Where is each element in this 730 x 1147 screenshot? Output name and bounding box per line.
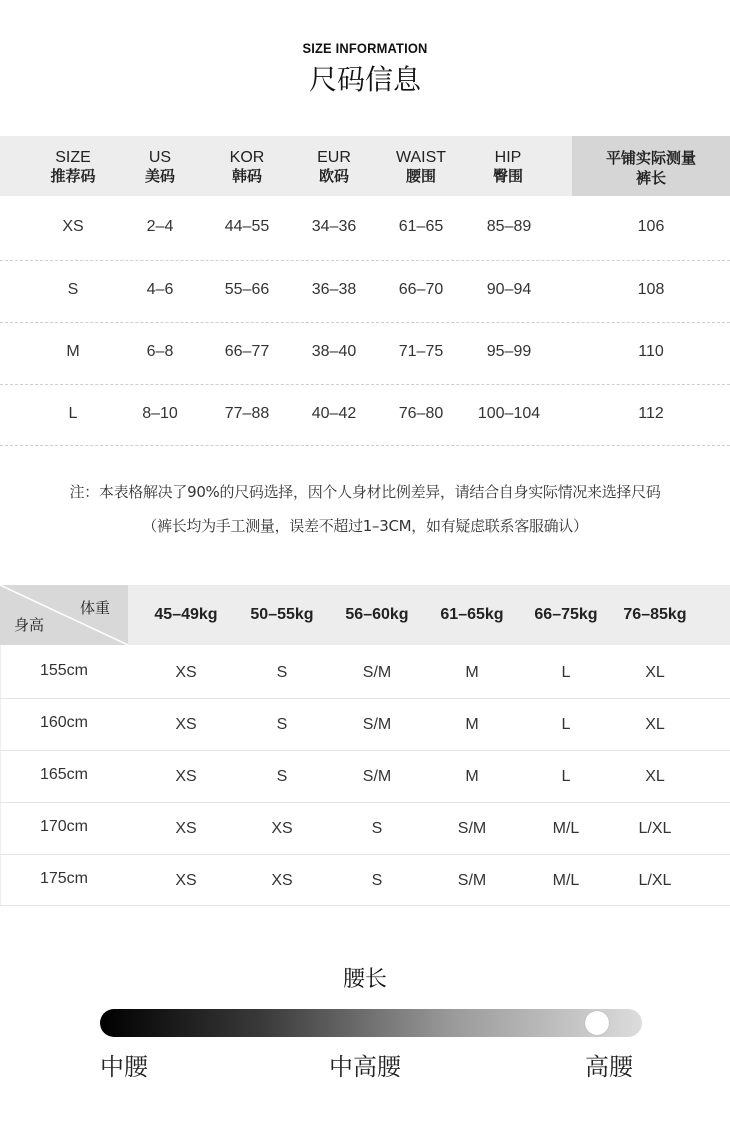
cell-size: S (276, 664, 288, 681)
size-information-title: SIZE INFORMATION (302, 40, 428, 56)
col-kor-en: KOR (229, 149, 265, 166)
cell-size: S/M (457, 872, 487, 889)
col-kor-header (207, 148, 287, 186)
cell-size: L (561, 768, 571, 785)
cell-eur: 38–40 (311, 343, 357, 360)
cell-size: XS (175, 872, 197, 889)
cell-size: XS (175, 664, 197, 681)
col-hip-header (468, 148, 548, 186)
cell-us: 6–8 (146, 343, 174, 360)
cell-waist: 71–75 (398, 343, 444, 360)
cell-waist: 66–70 (398, 281, 444, 298)
cell-size: S/M (362, 768, 392, 785)
col-length-cn: 裤长 (635, 169, 666, 187)
weight-col-5: 66–75kg (534, 606, 598, 623)
weight-col-3: 56–60kg (345, 606, 409, 623)
weight-col-4: 61–65kg (440, 606, 504, 623)
cell-size: XS (175, 768, 197, 785)
col-waist-cn: 腰围 (405, 167, 436, 185)
col-size-en: SIZE (55, 149, 91, 166)
cell-length: 112 (638, 405, 664, 422)
cell-height: 175cm (39, 870, 89, 887)
cell-us: 4–6 (146, 281, 174, 298)
cell-size: L (561, 664, 571, 681)
col-hip-cn: 臀围 (492, 167, 523, 185)
hw-row-170 (0, 802, 730, 854)
size-row-s (0, 261, 730, 323)
col-length-measure: 平铺实际测量 (605, 149, 696, 167)
cell-size: XL (645, 716, 665, 733)
cell-size: XL (645, 768, 665, 785)
cell-kor: 77–88 (224, 405, 270, 422)
col-eur-en: EUR (317, 149, 351, 166)
col-us-cn: 美码 (144, 167, 175, 185)
cell-us: 8–10 (142, 405, 178, 422)
cell-size: S (67, 281, 79, 298)
row-divider (0, 905, 730, 906)
cell-size: M (66, 343, 80, 360)
weight-col-6: 76–85kg (623, 606, 687, 623)
cell-size: XS (271, 820, 293, 837)
cell-length: 110 (638, 343, 664, 360)
waist-level-mid-high: 中高腰 (329, 1053, 401, 1081)
hw-row-165 (0, 750, 730, 802)
cell-size: XS (62, 218, 84, 235)
cell-kor: 66–77 (224, 343, 270, 360)
cell-waist: 61–65 (398, 218, 444, 235)
cell-size: S/M (457, 820, 487, 837)
cell-size: M/L (552, 820, 580, 837)
cell-length: 106 (637, 218, 665, 235)
cell-size: XS (271, 872, 293, 889)
cell-size: XL (645, 664, 665, 681)
cell-size: S (276, 716, 288, 733)
cell-size: L/XL (638, 872, 672, 889)
cell-eur: 36–38 (311, 281, 357, 298)
cell-size: S (371, 872, 383, 889)
col-hip-en: HIP (494, 149, 522, 166)
cell-size: S/M (362, 664, 392, 681)
cell-size: L (68, 405, 78, 422)
corner-weight-label: 体重 (80, 599, 111, 617)
hw-row-175 (0, 854, 730, 906)
cell-height: 160cm (39, 714, 89, 731)
col-length-header (572, 148, 730, 188)
cell-hip: 100–104 (477, 405, 541, 422)
col-eur-cn: 欧码 (318, 167, 349, 185)
hw-row-155 (0, 646, 730, 698)
size-note: 注：本表格解决了90%的尺码选择，因个人身材比例差异，请结合自身实际情况来选择尺码 (69, 483, 661, 501)
cell-us: 2–4 (146, 218, 174, 235)
waist-level-high: 高腰 (585, 1053, 633, 1081)
col-us-en: US (148, 149, 172, 166)
cell-size: L (561, 716, 571, 733)
cell-hip: 95–99 (486, 343, 532, 360)
row-divider (0, 445, 730, 446)
weight-col-2: 50–55kg (250, 606, 314, 623)
cell-height: 155cm (39, 662, 89, 679)
cell-size: S (276, 768, 288, 785)
cell-hip: 85–89 (486, 218, 532, 235)
weight-col-1: 45–49kg (154, 606, 218, 623)
cell-size: M (465, 768, 479, 785)
col-us-header (120, 148, 200, 186)
cell-eur: 34–36 (311, 218, 357, 235)
col-size-header (32, 148, 114, 186)
col-waist-header (380, 148, 462, 186)
cell-kor: 44–55 (224, 218, 270, 235)
cell-height: 170cm (39, 818, 89, 835)
cell-size: S (371, 820, 383, 837)
size-row-m (0, 323, 730, 385)
size-information-title-cn: 尺码信息 (308, 63, 421, 96)
cell-size: S/M (362, 716, 392, 733)
col-kor-cn: 韩码 (231, 167, 262, 185)
cell-height: 165cm (39, 766, 89, 783)
cell-size: M (465, 664, 479, 681)
cell-hip: 90–94 (486, 281, 532, 298)
cell-eur: 40–42 (311, 405, 357, 422)
waist-gradient-bar (100, 1009, 642, 1037)
cell-length: 108 (637, 281, 665, 298)
size-row-xs (0, 198, 730, 260)
cell-size: L/XL (638, 820, 672, 837)
waist-level-mid: 中腰 (100, 1053, 148, 1081)
size-row-l (0, 385, 730, 447)
waist-indicator-knob (585, 1011, 609, 1035)
col-eur-header (294, 148, 374, 186)
cell-kor: 55–66 (224, 281, 270, 298)
cell-size: XS (175, 716, 197, 733)
col-waist-en: WAIST (395, 149, 447, 166)
cell-size: M (465, 716, 479, 733)
col-size-cn: 推荐码 (50, 167, 96, 185)
cell-waist: 76–80 (398, 405, 444, 422)
measurement-note: （裤长均为手工测量，误差不超过1–3CM，如有疑虑联系客服确认） (142, 517, 588, 535)
corner-height-label: 身高 (14, 616, 45, 634)
cell-size: XS (175, 820, 197, 837)
waist-length-title: 腰长 (342, 967, 387, 992)
hw-row-160 (0, 698, 730, 750)
cell-size: M/L (552, 872, 580, 889)
